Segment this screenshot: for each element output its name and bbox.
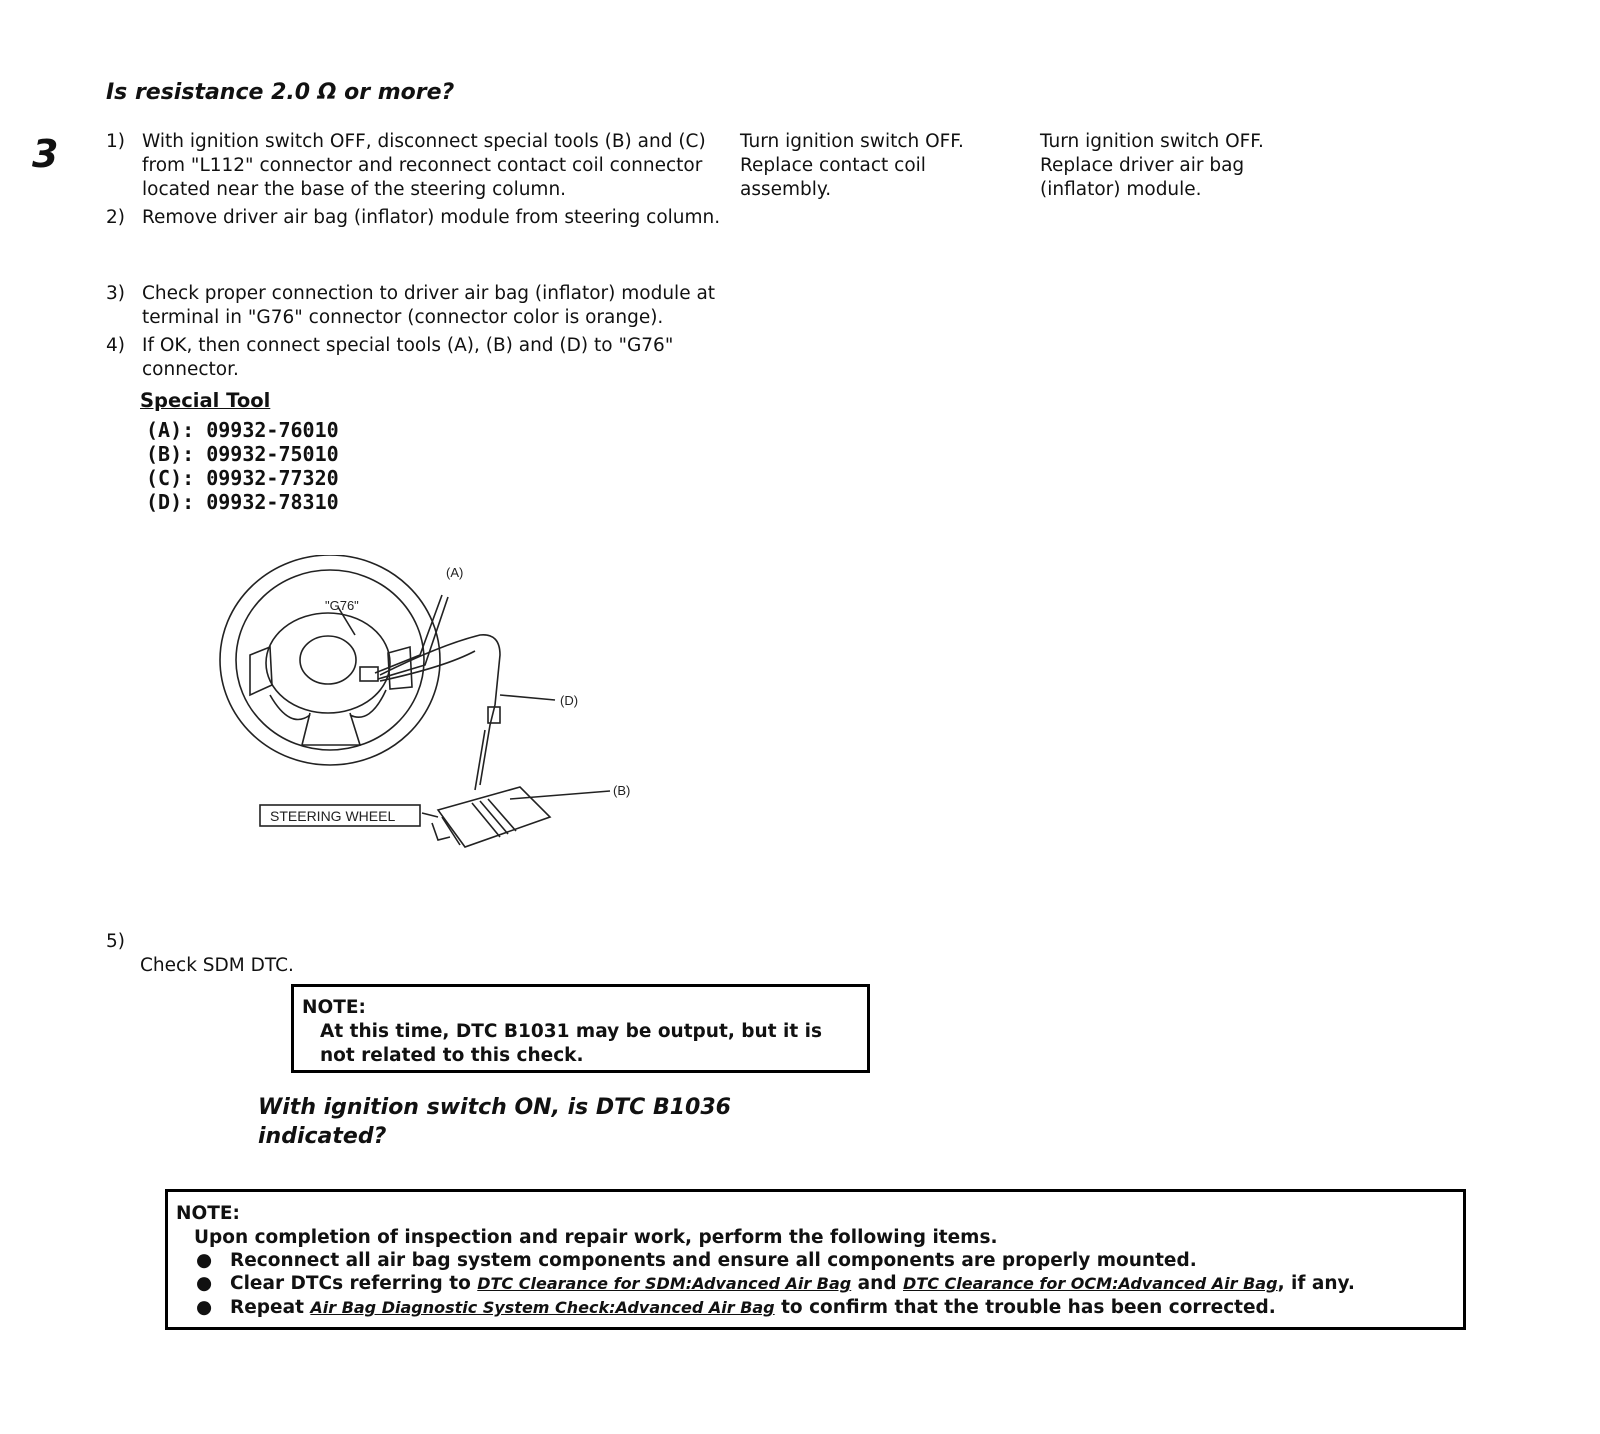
note-title: NOTE: (302, 997, 366, 1018)
special-tool-heading: Special Tool (140, 389, 271, 412)
label-g76: "G76" (325, 598, 359, 613)
bullet-text (230, 1296, 1276, 1320)
step-item-number: 5) (106, 931, 125, 952)
label-d: (D) (560, 693, 579, 708)
special-tool-a: (A): 09932-76010 (146, 418, 339, 442)
step-item-text: Remove driver air bag (inflator) module from steering column. (142, 207, 721, 228)
steering-wheel-diagram (210, 555, 650, 875)
bullet-text (230, 1272, 1355, 1296)
step-item (106, 130, 746, 202)
steering-wheel-hub (266, 613, 390, 713)
note-bullet (196, 1249, 1436, 1273)
bullet-icon: ● (196, 1250, 213, 1271)
note-bullet (196, 1272, 1456, 1296)
step-item-number: 2) (106, 207, 125, 228)
bullet-text-part: Clear DTCs referring to (230, 1273, 478, 1294)
note-box (291, 984, 870, 1073)
step-item-number: 4) (106, 335, 125, 356)
step-item (106, 206, 746, 254)
step-item-text: With ignition switch OFF, disconnect special tools (B) and (C) from "L112" connector and reconnect contact coil connector located near the base of the steering column. (142, 131, 706, 200)
question-heading-2: With ignition switch ON, is DTC B1036 indicated? (258, 1095, 731, 1149)
note-intro: Upon completion of inspection and repair work, perform the following items. (194, 1227, 998, 1248)
note-text: At this time, DTC B1031 may be output, but it is not related to this check. (320, 1021, 822, 1066)
step-item-text: Check SDM DTC. (140, 955, 294, 976)
step-item-number: 1) (106, 131, 125, 152)
dtc-clearance-ocm-link[interactable]: DTC Clearance for OCM:Advanced Air Bag (903, 1274, 1278, 1293)
completion-note-box (165, 1189, 1466, 1330)
step-item-number: 3) (106, 283, 125, 304)
bullet-text: Reconnect all air bag system components and ensure all components are properly mounted. (230, 1250, 1197, 1271)
diagnostic-system-check-link[interactable]: Air Bag Diagnostic System Check:Advanced Air Bag (310, 1298, 775, 1317)
special-tool-d: (D): 09932-78310 (146, 490, 339, 514)
note-bullet (196, 1296, 1456, 1320)
special-tool-c: (C): 09932-77320 (146, 466, 339, 490)
note-title: NOTE: (176, 1203, 240, 1224)
step-item-text: If OK, then connect special tools (A), (B) and (D) to "G76" connector. (142, 335, 674, 380)
bullet-text-part: , if any. (1277, 1273, 1355, 1294)
bullet-text-part: and (851, 1273, 904, 1294)
step-item (106, 282, 746, 330)
special-tool-b: (B): 09932-75010 (146, 442, 339, 466)
step-item (106, 334, 746, 382)
step-number: 3 (32, 132, 59, 176)
no-action: Turn ignition switch OFF. Replace driver air bag (inflator) module. (1040, 131, 1264, 200)
bullet-text-part: Repeat (230, 1297, 311, 1318)
dtc-clearance-sdm-link[interactable]: DTC Clearance for SDM:Advanced Air Bag (477, 1274, 852, 1293)
question-heading: Is resistance 2.0 Ω or more? (106, 80, 455, 105)
yes-action: Turn ignition switch OFF. Replace contact coil assembly. (740, 131, 964, 200)
label-a: (A) (446, 565, 464, 580)
bullet-icon: ● (196, 1273, 213, 1294)
bullet-text-part: to confirm that the trouble has been corrected. (774, 1297, 1276, 1318)
step-item-text: Check proper connection to driver air bag (inflator) module at terminal in "G76" connector (connector color is orange). (142, 283, 716, 328)
bullet-icon: ● (196, 1297, 213, 1318)
steering-wheel-label: STEERING WHEEL (270, 808, 396, 824)
label-b: (B) (613, 783, 631, 798)
